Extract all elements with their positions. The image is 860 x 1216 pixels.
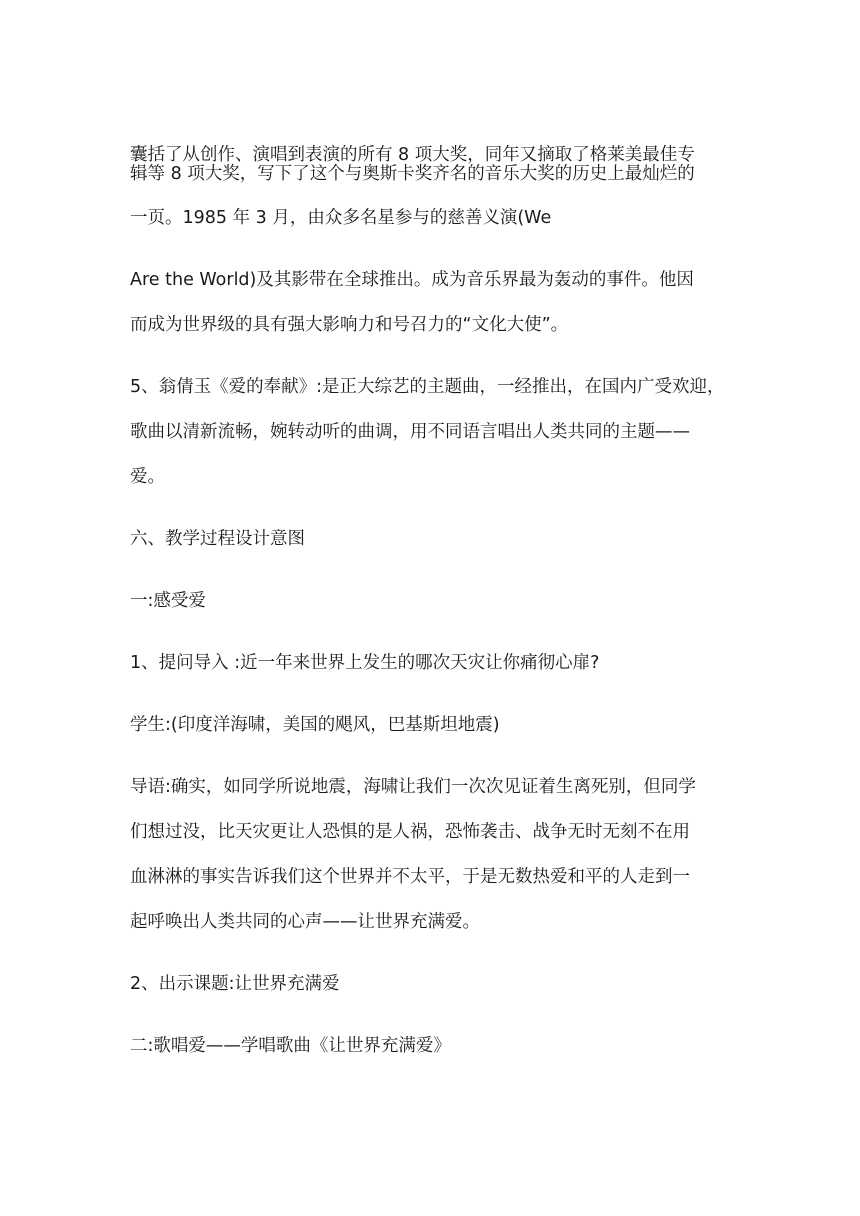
paragraph-line: 导语:确实，如同学所说地震，海啸让我们一次次见证着生离死别，但同学 [130, 777, 696, 797]
paragraph-line: 辑等 8 项大奖，写下了这个与奥斯卡奖齐名的音乐大奖的历史上最灿烂的 [130, 164, 695, 184]
paragraph-line: Are the World)及其影带在全球推出。成为音乐界最为轰动的事件。他因 [130, 270, 694, 290]
paragraph-line: 起呼唤出人类共同的心声——让世界充满爱。 [130, 912, 480, 932]
paragraph-line: 2、出示课题:让世界充满爱 [130, 974, 340, 994]
paragraph-line: 5、翁倩玉《爱的奉献》:是正大综艺的主题曲，一经推出，在国内广受欢迎， [130, 377, 725, 397]
paragraph-line: 歌曲以清新流畅，婉转动听的曲调，用不同语言唱出人类共同的主题—— [130, 422, 690, 442]
paragraph-line: 们想过没，比天灾更让人恐惧的是人祸，恐怖袭击、战争无时无刻不在用 [130, 822, 690, 842]
paragraph-line: 一页。1985 年 3 月，由众多名星参与的慈善义演(We [130, 208, 552, 228]
section-heading: 六、教学过程设计意图 [130, 529, 305, 549]
subsection-heading: 二:歌唱爱——学唱歌曲《让世界充满爱》 [130, 1036, 451, 1056]
paragraph-line: 1、提问导入 :近一年来世界上发生的哪次天灾让你痛彻心扉? [130, 653, 600, 673]
paragraph-line: 学生:(印度洋海啸，美国的飓风，巴基斯坦地震) [130, 715, 500, 735]
subsection-heading: 一:感受爱 [130, 591, 206, 611]
paragraph-line: 而成为世界级的具有强大影响力和号召力的“文化大使”。 [130, 315, 569, 335]
paragraph-line: 血淋淋的事实告诉我们这个世界并不太平，于是无数热爱和平的人走到一 [130, 867, 690, 887]
paragraph-line: 爱。 [130, 467, 165, 487]
paragraph-line: 囊括了从创作、演唱到表演的所有 8 项大奖，同年又摘取了格莱美最佳专 [130, 145, 695, 165]
